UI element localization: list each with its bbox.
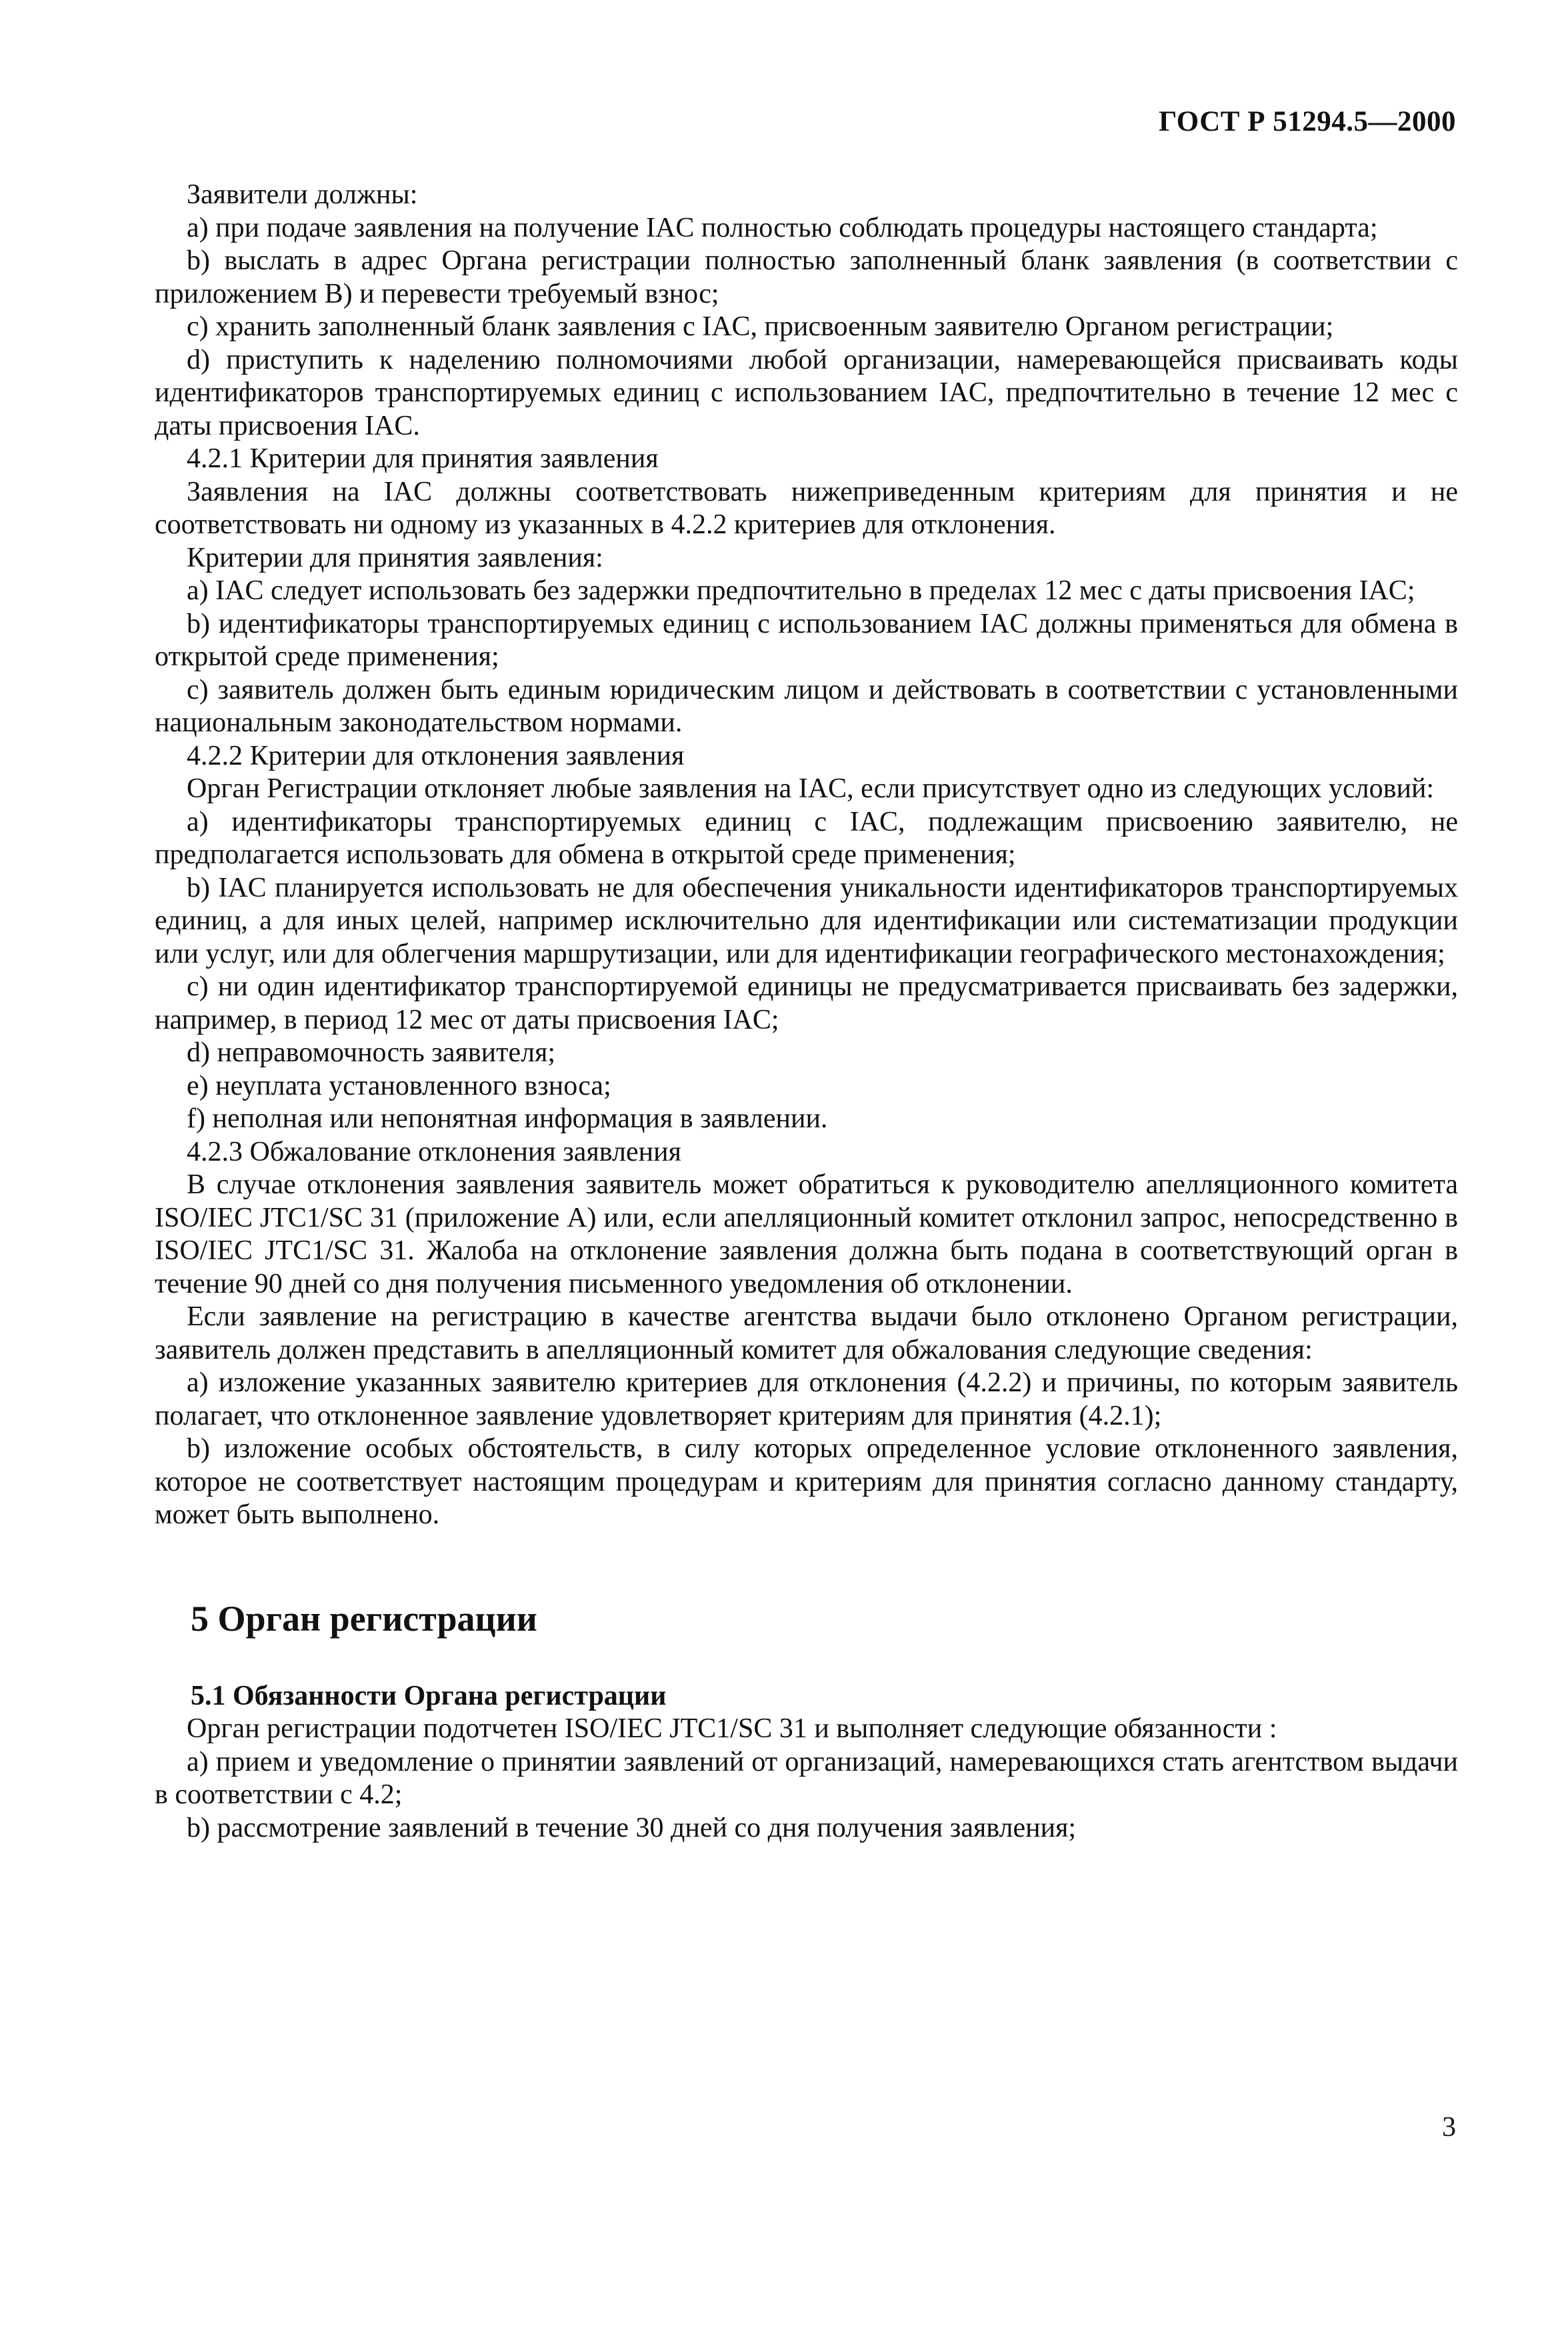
paragraph: a) при подаче заявления на получение IAC полностью соблюдать процедуры настоящего стандарта; bbox=[187, 212, 1378, 243]
paragraph: a) прием и уведомление о принятии заявлений от организаций, намеревающихся стать агентством выдачи в соответствии с 4.2; bbox=[155, 1746, 1458, 1810]
paragraph: Критерии для принятия заявления: bbox=[187, 542, 603, 573]
section-5-heading: 5 Орган регистрации bbox=[191, 1598, 537, 1639]
paragraph: Заявления на IAC должны соответствовать нижеприведенным критериям для принятия и не соответствовать ни одному из указанных в 4.2.2 критериев для отклонения. bbox=[155, 476, 1458, 540]
paragraph: b) IAC планируется использовать не для обеспечения уникальности идентификаторов транспортируемых единиц, а для иных целей, например исключительно для идентификации или систематизации продукции или услуг, или для облегчения маршрутизации, или для идентификации географического местонахождения; bbox=[155, 872, 1458, 969]
paragraph: b) идентификаторы транспортируемых единиц с использованием IAC должны применяться для обмена в открытой среде применения; bbox=[155, 608, 1458, 672]
paragraph: c) заявитель должен быть единым юридическим лицом и действовать в соответствии с установленными национальным законодательством нормами. bbox=[155, 674, 1458, 738]
paragraph: c) ни один идентификатор транспортируемой единицы не предусматривается присваивать без задержки, например, в период 12 мес от даты присвоения IAC; bbox=[155, 971, 1458, 1035]
clause-heading-4-2-1: 4.2.1 Критерии для принятия заявления bbox=[187, 443, 659, 474]
paragraph: a) идентификаторы транспортируемых единиц с IAC, подлежащим присвоению заявителю, не предполагается использовать для обмена в открытой среде применения; bbox=[155, 806, 1458, 870]
paragraph: b) выслать в адрес Органа регистрации полностью заполненный бланк заявления (в соответствии с приложением B) и перевести требуемый взнос; bbox=[155, 245, 1458, 309]
page-body bbox=[155, 179, 1458, 1845]
clause-heading-4-2-3: 4.2.3 Обжалование отклонения заявления bbox=[187, 1136, 681, 1167]
page-number: 3 bbox=[1442, 2112, 1456, 2143]
subsection-5-1-heading: 5.1 Обязанности Органа регистрации bbox=[191, 1680, 667, 1711]
paragraph: a) изложение указанных заявителю критериев для отклонения (4.2.2) и причины, по которым заявитель полагает, что отклоненное заявление удовлетворяет критериям для принятия (4.2.1); bbox=[155, 1367, 1458, 1431]
paragraph: f) неполная или непонятная информация в заявлении. bbox=[187, 1103, 828, 1134]
paragraph: b) изложение особых обстоятельств, в силу которых определенное условие отклоненного заявления, которое не соответствует настоящим процедурам и критериям для принятия согласно данному стандарту, может быть выполнено. bbox=[155, 1433, 1458, 1530]
paragraph: Орган Регистрации отклоняет любые заявления на IAC, если присутствует одно из следующих условий: bbox=[187, 773, 1435, 804]
paragraph: Орган регистрации подотчетен ISO/IEC JTC1/SC 31 и выполняет следующие обязанности : bbox=[187, 1713, 1277, 1744]
paragraph: Заявители должны: bbox=[187, 179, 418, 210]
paragraph: b) рассмотрение заявлений в течение 30 дней со дня получения заявления; bbox=[187, 1812, 1077, 1843]
clause-heading-4-2-2: 4.2.2 Критерии для отклонения заявления bbox=[187, 740, 685, 771]
paragraph: В случае отклонения заявления заявитель может обратиться к руководителю апелляционного комитета ISO/IEC JTC1/SC 31 (приложение A) или, если апелляционный комитет отклонил запрос, непосредственно в ISO/IEC JTC1/SC 31. Жалоба на отклонение заявления должна быть подана в соответствующий орган в течение 90 дней со дня получения письменного уведомления об отклонении. bbox=[155, 1169, 1458, 1299]
paragraph: d) приступить к наделению полномочиями любой организации, намеревающейся присваивать коды идентификаторов транспортируемых единиц с использованием IAC, предпочтительно в течение 12 мес с даты присвоения IAC. bbox=[155, 344, 1458, 441]
document-header-id: ГОСТ Р 51294.5—2000 bbox=[1158, 106, 1456, 137]
paragraph: a) IAC следует использовать без задержки предпочтительно в пределах 12 мес с даты присвоения IAC; bbox=[187, 575, 1415, 606]
paragraph: c) хранить заполненный бланк заявления с IAC, присвоенным заявителю Органом регистрации; bbox=[187, 311, 1334, 342]
paragraph: e) неуплата установленного взноса; bbox=[187, 1070, 611, 1101]
paragraph: Если заявление на регистрацию в качестве агентства выдачи было отклонено Органом регистрации, заявитель должен представить в апелляционный комитет для обжалования следующие сведения: bbox=[155, 1301, 1458, 1365]
paragraph: d) неправомочность заявителя; bbox=[187, 1037, 556, 1068]
